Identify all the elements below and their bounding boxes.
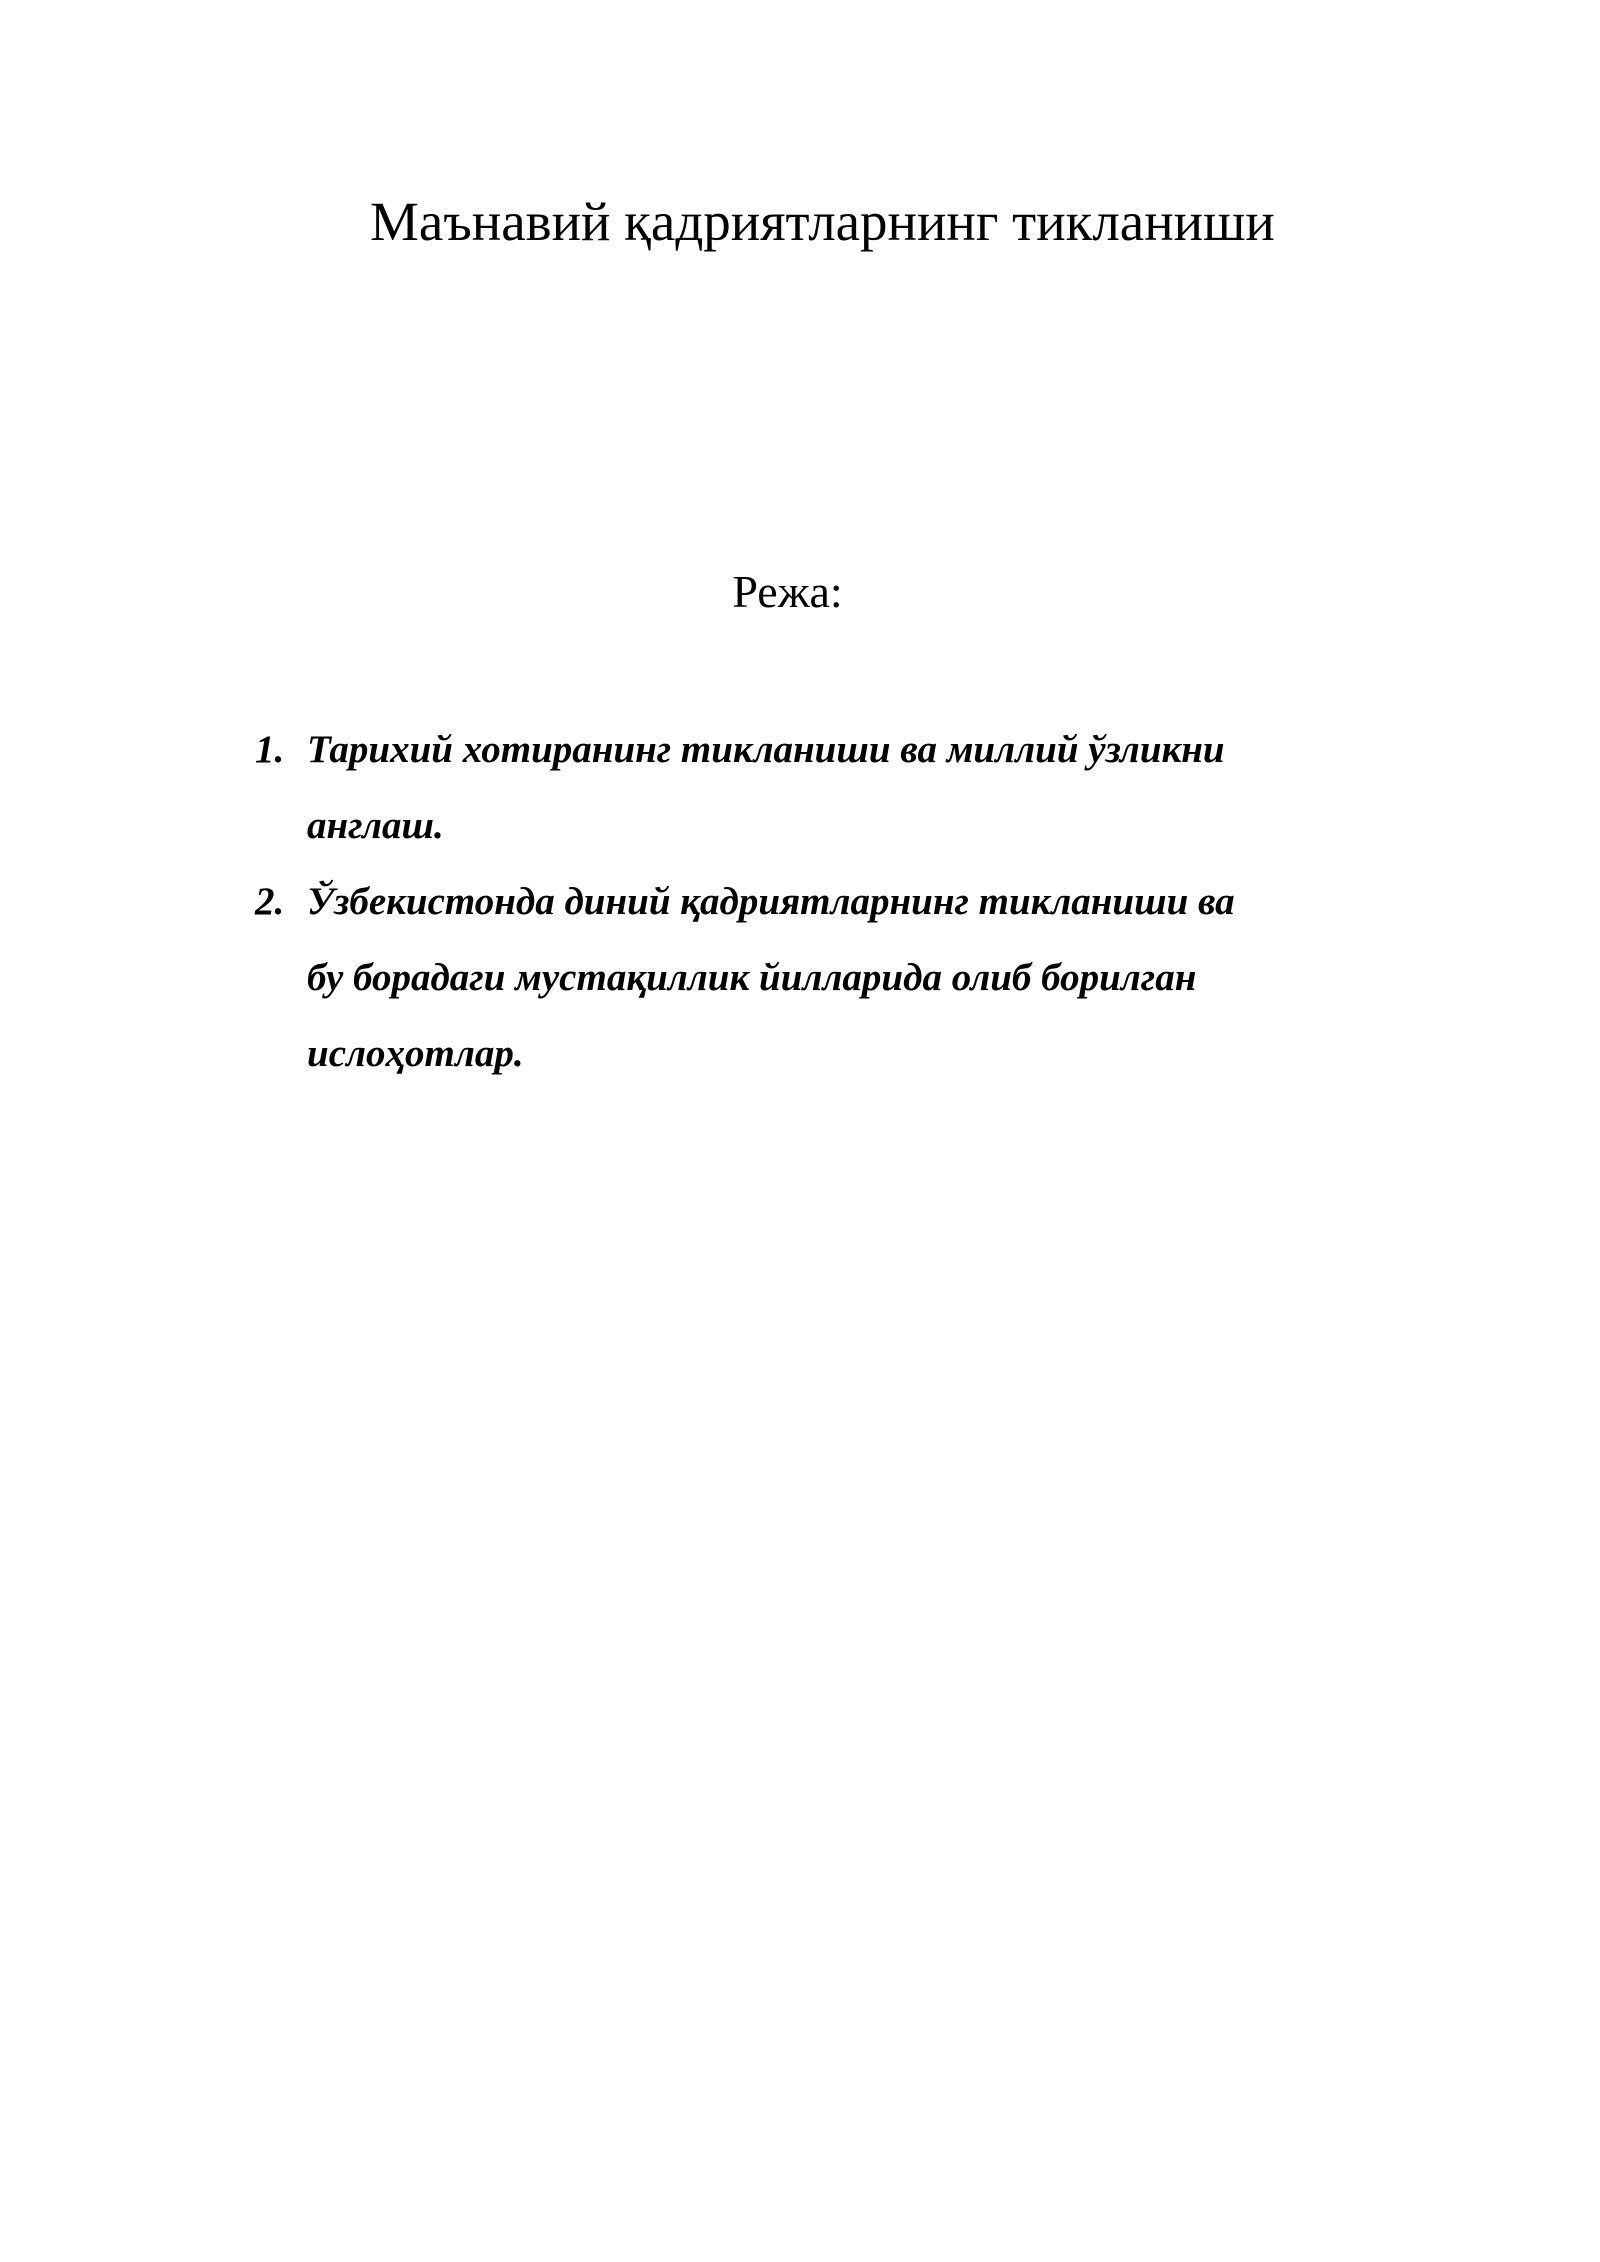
- plan-item-2: [255, 864, 1355, 1092]
- plan-item-number: 1.: [255, 728, 285, 771]
- plan-item-1: [255, 712, 1355, 864]
- plan-item-text-line: англаш.: [307, 804, 444, 847]
- plan-heading: Режа:: [732, 566, 843, 617]
- plan-list: [255, 712, 1355, 1092]
- plan-item-number: 2.: [255, 880, 285, 923]
- plan-item-text-line: Тарихий хотиранинг тикланиши ва миллий ўзликни: [307, 728, 1225, 771]
- plan-item-text-line: бу борадаги мустақиллик йилларида олиб борилган: [307, 956, 1197, 999]
- plan-item-text-line: Ўзбекистонда диний қадриятларнинг тикланиши ва: [307, 880, 1235, 923]
- document-title: Маънавий қадриятларнинг тикланиши: [370, 190, 1275, 252]
- plan-item-text-line: ислоҳотлар.: [307, 1032, 524, 1075]
